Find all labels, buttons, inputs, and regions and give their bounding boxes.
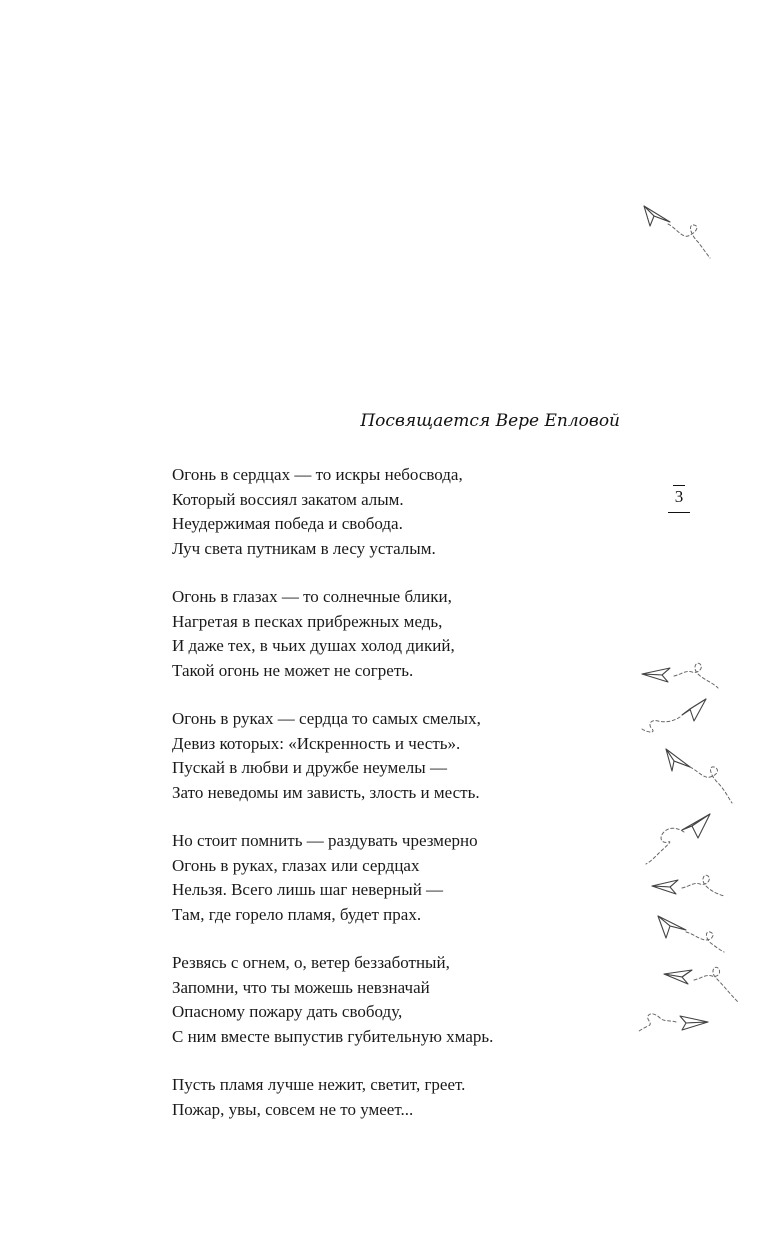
poem-line: Пускай в любви и дружбе неумелы — (172, 758, 447, 777)
dedication: Посвящается Вере Епловой (360, 411, 620, 431)
paper-plane-icon (636, 1006, 712, 1040)
poem-line: И даже тех, в чьих душах холод дикий, (172, 636, 455, 655)
poem-line: Резвясь с огнем, о, ветер беззаботный, (172, 953, 450, 972)
poem-line: Такой огонь не может не согреть. (172, 660, 414, 680)
paper-plane-icon (650, 870, 726, 906)
paper-plane-icon (640, 658, 720, 696)
poem-line: Огонь в руках — сердца то самых смелых, (172, 709, 481, 728)
poem-line: Огонь в сердцах — то искры небосвода, (172, 465, 463, 484)
poem-line: Нельзя. Всего лишь шаг неверный — (172, 880, 444, 899)
poem-line: С ним вместе выпустив губительную хмарь. (172, 1026, 494, 1046)
poem (172, 463, 592, 1146)
poem-line: Который воссиял закатом алым. (172, 489, 404, 509)
poem-line: Огонь в глазах — то солнечные блики, (172, 587, 452, 606)
page-number: 3 (668, 484, 690, 513)
poem-line: Девиз которых: «Искренность и честь». (172, 733, 461, 753)
poem-line: Луч света путникам в лесу усталым. (172, 538, 436, 558)
stanza (172, 1073, 592, 1122)
poem-line: Опасному пожару дать свободу, (172, 1002, 403, 1021)
poem-line: Зато неведомы им зависть, злость и месть. (172, 782, 480, 802)
paper-plane-icon (654, 910, 728, 954)
poem-line: Огонь в руках, глазах или сердцах (172, 855, 420, 875)
poem-line: Неудержимая победа и свобода. (172, 514, 403, 533)
stanza (172, 707, 592, 805)
poem-line: Запомни, что ты можешь невзначай (172, 977, 430, 997)
poem-line: Пожар, увы, совсем не то умеет... (172, 1099, 414, 1119)
stanza (172, 585, 592, 683)
paper-plane-icon (640, 200, 715, 262)
poem-line: Там, где горело пламя, будет прах. (172, 904, 422, 924)
poem-line: Пусть пламя лучше нежит, светит, греет. (172, 1075, 466, 1094)
paper-plane-icon (662, 745, 736, 807)
poem-line: Но стоит помнить — раздувать чрезмерно (172, 831, 478, 850)
poem-line: Нагретая в песках прибрежных медь, (172, 611, 443, 631)
paper-plane-icon (662, 962, 740, 1006)
stanza (172, 951, 592, 1049)
stanza (172, 829, 592, 927)
paper-plane-icon (642, 810, 714, 866)
paper-plane-icon (638, 695, 710, 737)
stanza (172, 463, 592, 561)
